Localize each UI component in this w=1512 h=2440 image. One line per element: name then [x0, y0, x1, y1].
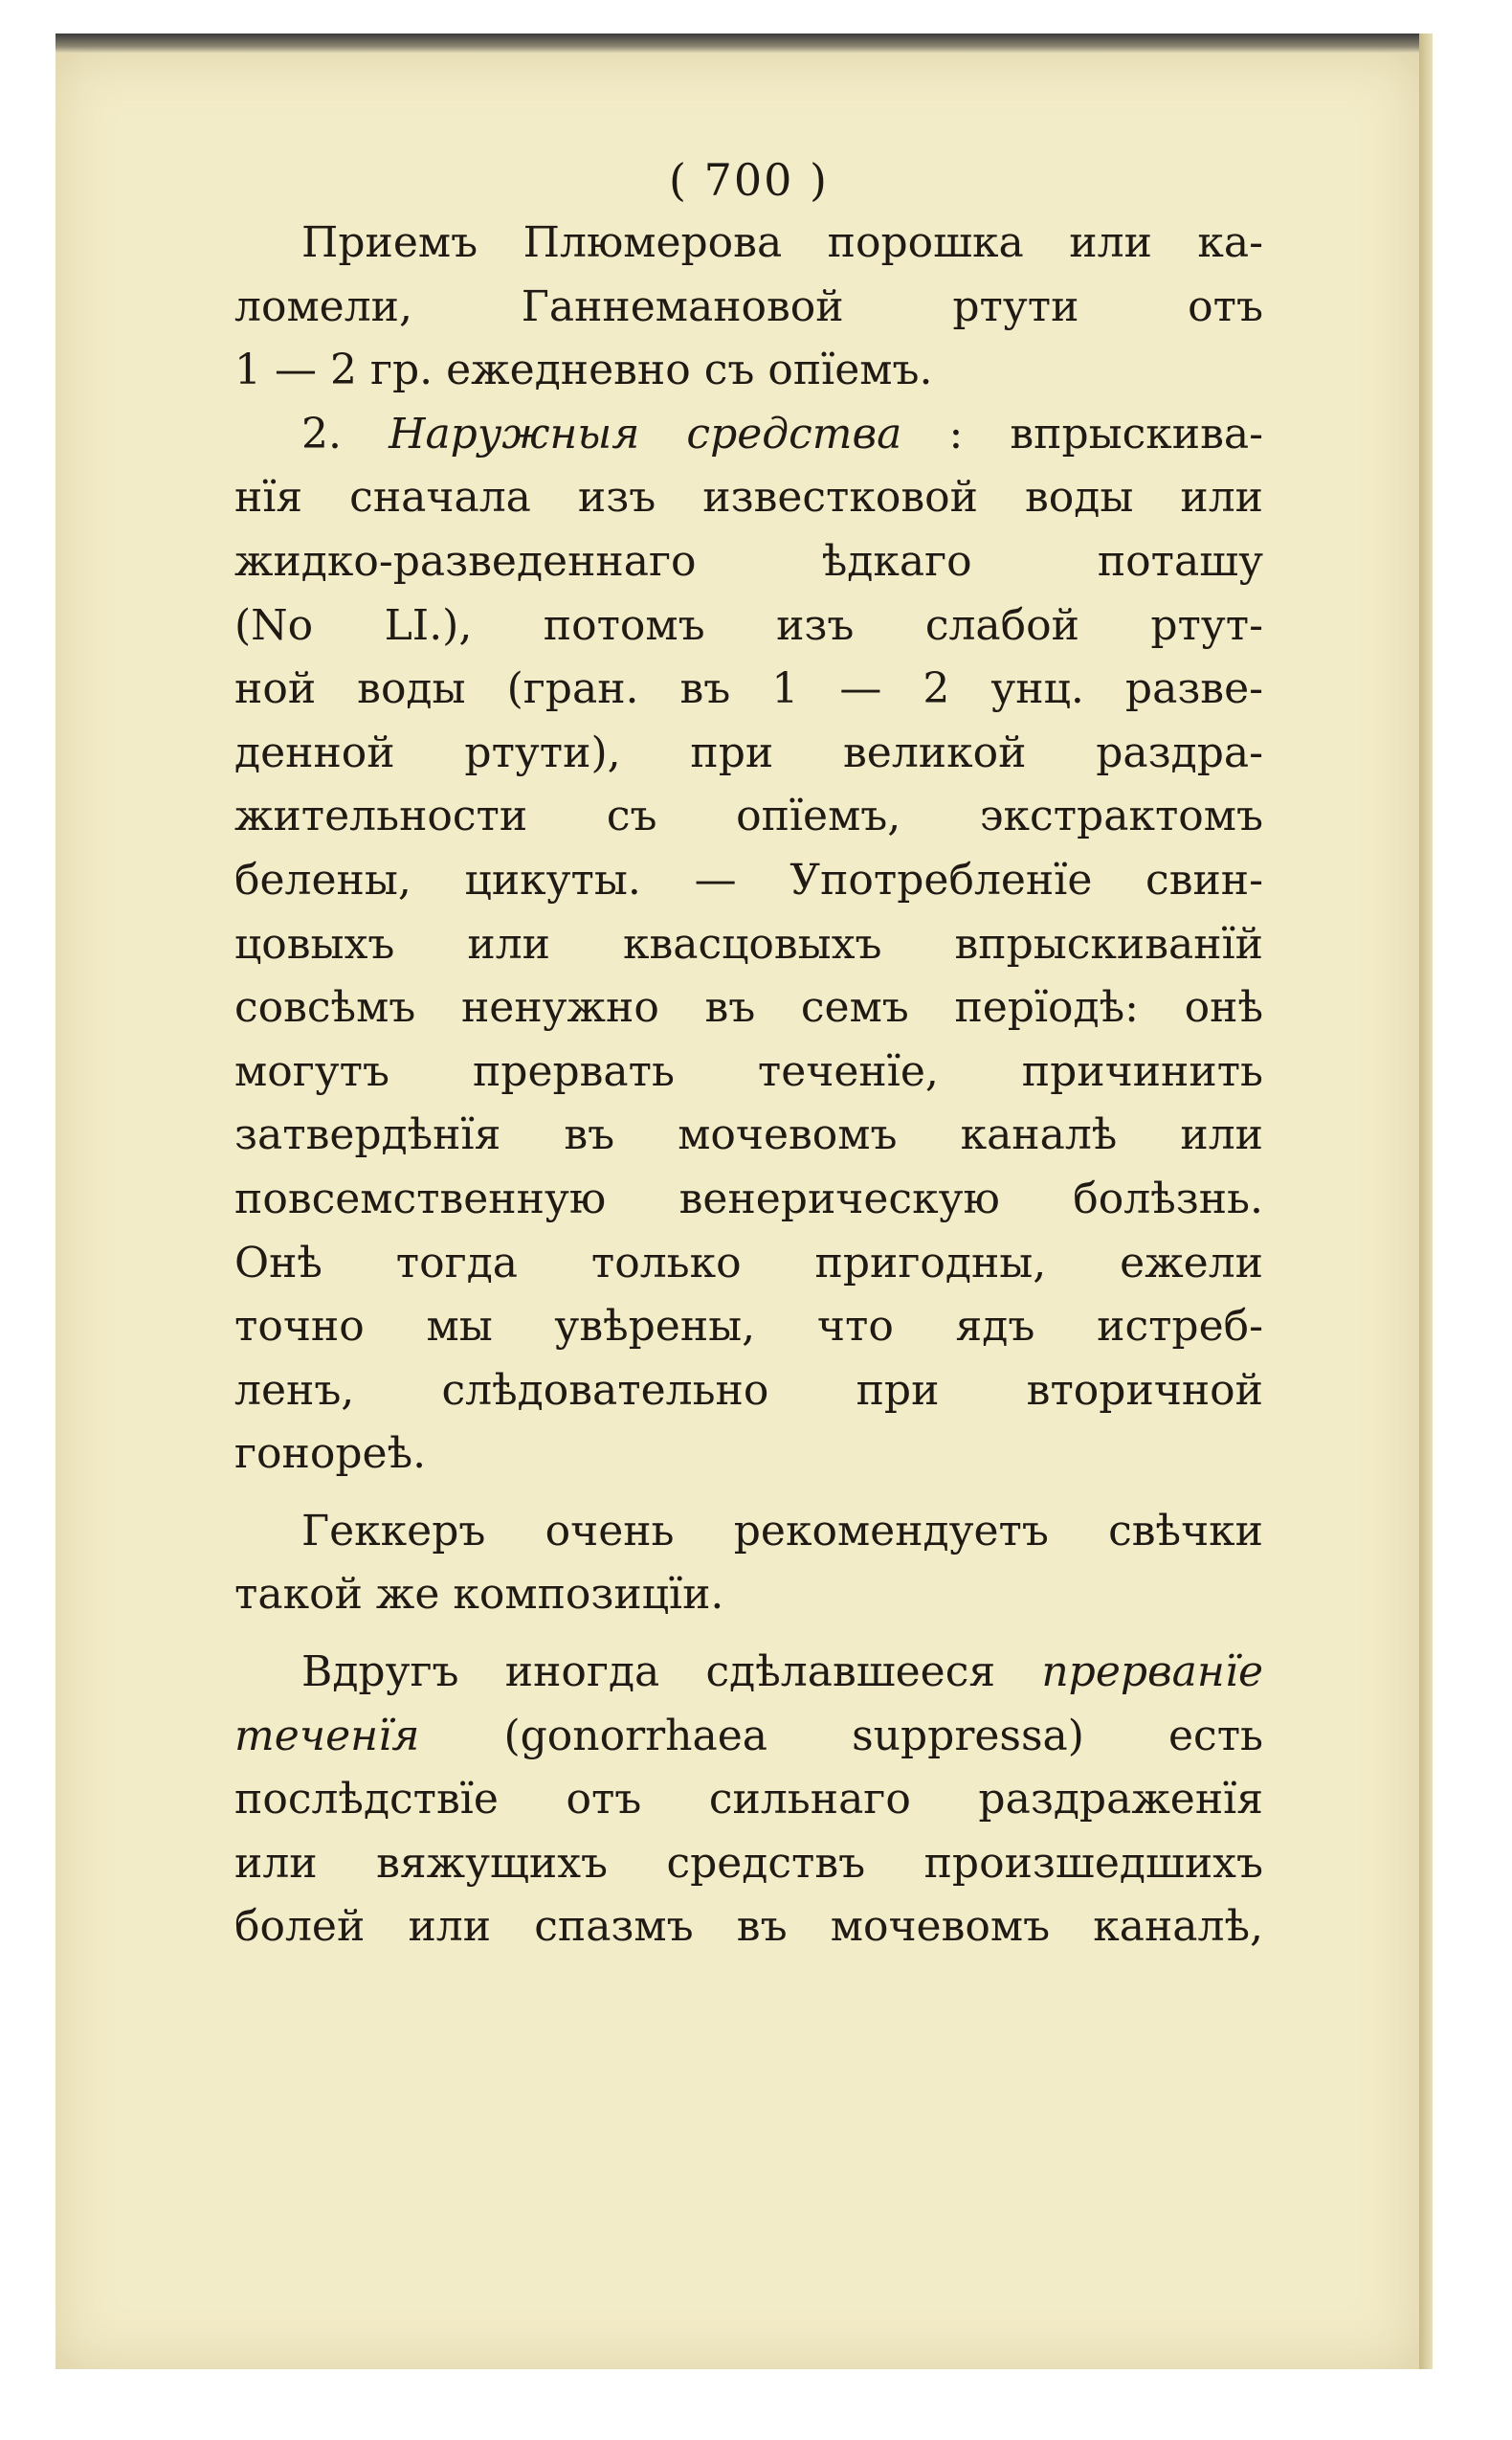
text-line: белены, цикуты. — Употребленїе свин- [234, 855, 1263, 905]
text-fragment: (gonorrhaea suppressa) есть [503, 1711, 1263, 1760]
list-number: 2. [301, 409, 342, 459]
text-line: такой же композицїи. [234, 1570, 724, 1620]
page-top-edge [56, 34, 1433, 55]
text-line: ленъ, слѣдовательно при вторичной [234, 1365, 1263, 1415]
text-line: или вяжущихъ средствъ произшедшихъ [234, 1838, 1263, 1888]
text-line: ной воды (гран. въ 1 — 2 унц. разве- [234, 664, 1263, 714]
text-line: нїя сначала изъ известковой воды или [234, 473, 1263, 523]
text-line: могутъ прервать теченїе, причинить [234, 1046, 1263, 1096]
text-line: (No LI.), потомъ изъ слабой ртут- [234, 600, 1263, 650]
text-line: Онѣ тогда только пригодны, ежели [234, 1238, 1263, 1287]
text-line: денной ртути), при великой раздра- [234, 728, 1263, 777]
text-line: повсемственную венерическую болѣзнь. [234, 1174, 1263, 1223]
text-line: жительности съ опїемъ, экстрактомъ [234, 792, 1263, 841]
text-line: точно мы увѣрены, что ядъ истреб- [234, 1302, 1263, 1352]
text-line: 1 — 2 гр. ежедневно съ опїемъ. [234, 346, 933, 395]
text-fragment: : впрыскива- [948, 409, 1263, 459]
text-line [234, 1705, 1263, 1769]
section-heading-italic: Наружныя средства [389, 409, 902, 459]
text-line: гонореѣ. [234, 1429, 427, 1479]
text-line [234, 1641, 1263, 1705]
text-line: Геккеръ очень рекомендуетъ свѣчки [301, 1506, 1263, 1556]
page-right-edge [1419, 34, 1433, 2369]
text-line: послѣдствїе отъ сильнаго раздраженїя [234, 1775, 1263, 1824]
text-line [234, 403, 1263, 467]
text-line: Приемъ Плюмерова порошка или ка- [301, 218, 1263, 267]
text-line: ломели, Ганнемановой ртути отъ [234, 281, 1263, 331]
term-italic: прерванїе [1041, 1647, 1263, 1697]
text-line: совсѣмъ ненужно въ семъ перїодѣ: онѣ [234, 983, 1263, 1033]
text-line: цовыхъ или квасцовыхъ впрыскиванїй [234, 919, 1263, 969]
text-line: затвердѣнїя въ мочевомъ каналѣ или [234, 1110, 1263, 1160]
text-fragment: Вдругъ иногда сдѣлавшееся [301, 1647, 996, 1697]
text-line: жидко-разведеннаго ѣдкаго поташу [234, 536, 1263, 586]
text-line: болей или спазмъ въ мочевомъ каналѣ, [234, 1902, 1263, 1952]
page-number: ( 700 ) [669, 154, 829, 206]
page-text [234, 148, 1263, 1959]
term-italic: теченїя [234, 1711, 420, 1760]
